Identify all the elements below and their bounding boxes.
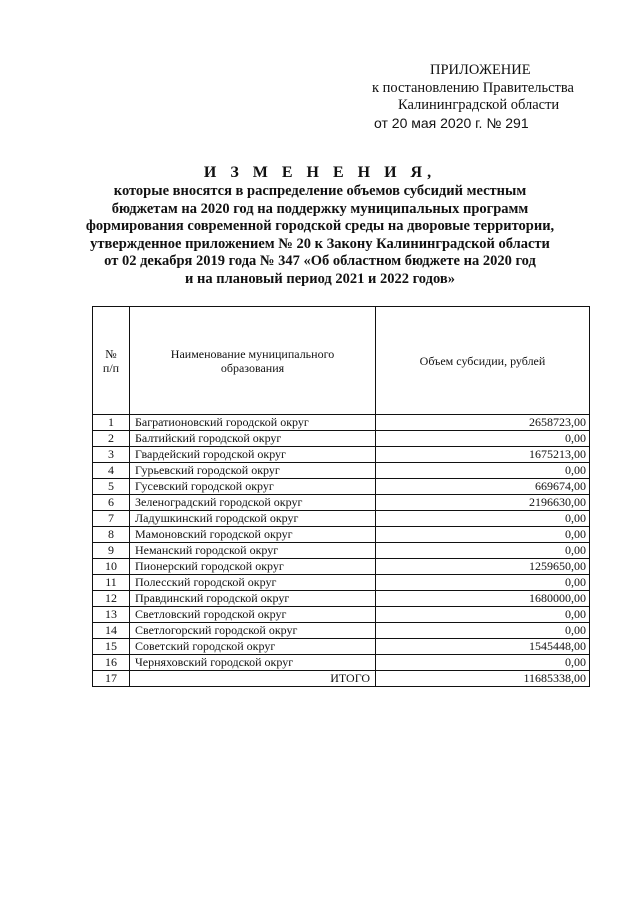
subsidy-amount: 0,00: [376, 463, 590, 479]
municipality-name: Неманский городской округ: [130, 543, 376, 559]
subsidy-amount: 669674,00: [376, 479, 590, 495]
table-row: [93, 623, 590, 639]
municipality-name: Гурьевский городской округ: [130, 463, 376, 479]
municipality-name: Гвардейский городской округ: [130, 447, 376, 463]
row-number: 16: [93, 655, 130, 671]
row-number: 13: [93, 607, 130, 623]
row-number: 17: [93, 671, 130, 687]
appendix-date-line: от 20 мая 2020 г. № 291: [374, 114, 529, 131]
table-row: [93, 431, 590, 447]
header-number: [93, 307, 130, 415]
subsidy-amount: 0,00: [376, 623, 590, 639]
municipality-name: Гусевский городской округ: [130, 479, 376, 495]
table-row: [93, 575, 590, 591]
municipality-name: Багратионовский городской округ: [130, 415, 376, 431]
appendix-header: [360, 62, 620, 132]
row-number: 8: [93, 527, 130, 543]
table-row: [93, 607, 590, 623]
table-row: [93, 543, 590, 559]
subsidy-amount: 0,00: [376, 607, 590, 623]
subsidy-amount: 1545448,00: [376, 639, 590, 655]
table-row: [93, 495, 590, 511]
row-number: 7: [93, 511, 130, 527]
row-number: 12: [93, 591, 130, 607]
table-row: [93, 511, 590, 527]
subtitle-line: утвержденное приложением № 20 к Закону Калининградской области: [90, 235, 550, 252]
municipality-name: Зеленоградский городской округ: [130, 495, 376, 511]
subtitle-line: от 02 декабря 2019 года № 347 «Об областном бюджете на 2020 год: [104, 253, 536, 270]
municipality-name: Ладушкинский городской округ: [130, 511, 376, 527]
row-number: 4: [93, 463, 130, 479]
table-header-row: [93, 307, 590, 415]
appendix-title: ПРИЛОЖЕНИЕ: [430, 62, 531, 78]
table-row: [93, 591, 590, 607]
subsidy-amount: 0,00: [376, 527, 590, 543]
header-municipality: [130, 307, 376, 415]
subsidy-table: [92, 306, 590, 687]
subsidy-amount: 1259650,00: [376, 559, 590, 575]
table-row: [93, 655, 590, 671]
appendix-region-line: Калининградской области: [398, 97, 560, 113]
table-row: [93, 639, 590, 655]
document-heading: [80, 163, 560, 289]
document-title: И З М Е Н Е Н И Я,: [203, 164, 437, 181]
municipality-name: Мамоновский городской округ: [130, 527, 376, 543]
row-number: 5: [93, 479, 130, 495]
municipality-name: Балтийский городской округ: [130, 431, 376, 447]
municipality-name: Пионерский городской округ: [130, 559, 376, 575]
subtitle-line: бюджетам на 2020 год на поддержку муниципальных программ: [111, 200, 529, 217]
municipality-name: ИТОГО: [130, 671, 376, 687]
header-number-line2: п/п: [102, 360, 120, 375]
header-municipality-line2: образования: [220, 360, 285, 375]
table-row: [93, 415, 590, 431]
row-number: 6: [93, 495, 130, 511]
subtitle-line: которые вносятся в распределение объемов субсидий местным: [113, 183, 527, 199]
row-number: 9: [93, 543, 130, 559]
subsidy-amount: 0,00: [376, 575, 590, 591]
header-number-line1: №: [105, 346, 117, 361]
table-row: [93, 479, 590, 495]
total-row: [93, 671, 590, 687]
appendix-ref-line: к постановлению Правительства: [372, 79, 574, 96]
subsidy-amount: 0,00: [376, 431, 590, 447]
subsidy-amount: 1680000,00: [376, 591, 590, 607]
subsidy-amount: 0,00: [376, 655, 590, 671]
subsidy-amount: 2196630,00: [376, 495, 590, 511]
subsidy-amount: 1675213,00: [376, 447, 590, 463]
table-row: [93, 463, 590, 479]
row-number: 10: [93, 559, 130, 575]
header-municipality-line1: Наименование муниципального: [170, 346, 335, 361]
row-number: 2: [93, 431, 130, 447]
subsidy-amount: 11685338,00: [376, 671, 590, 687]
table-row: [93, 559, 590, 575]
table-row: [93, 447, 590, 463]
header-subsidy-amount: Объем субсидии, рублей: [376, 307, 590, 415]
subsidy-amount: 2658723,00: [376, 415, 590, 431]
subtitle-line: и на плановый период 2021 и 2022 годов»: [185, 270, 455, 287]
row-number: 1: [93, 415, 130, 431]
table-row: [93, 527, 590, 543]
subsidy-amount: 0,00: [376, 511, 590, 527]
municipality-name: Светлогорский городской округ: [130, 623, 376, 639]
subtitle-line: формирования современной городской среды на дворовые территории,: [85, 218, 555, 235]
municipality-name: Полесский городской округ: [130, 575, 376, 591]
municipality-name: Правдинский городской округ: [130, 591, 376, 607]
subsidy-amount: 0,00: [376, 543, 590, 559]
municipality-name: Черняховский городской округ: [130, 655, 376, 671]
row-number: 15: [93, 639, 130, 655]
row-number: 11: [93, 575, 130, 591]
row-number: 3: [93, 447, 130, 463]
municipality-name: Советский городской округ: [130, 639, 376, 655]
municipality-name: Светловский городской округ: [130, 607, 376, 623]
row-number: 14: [93, 623, 130, 639]
